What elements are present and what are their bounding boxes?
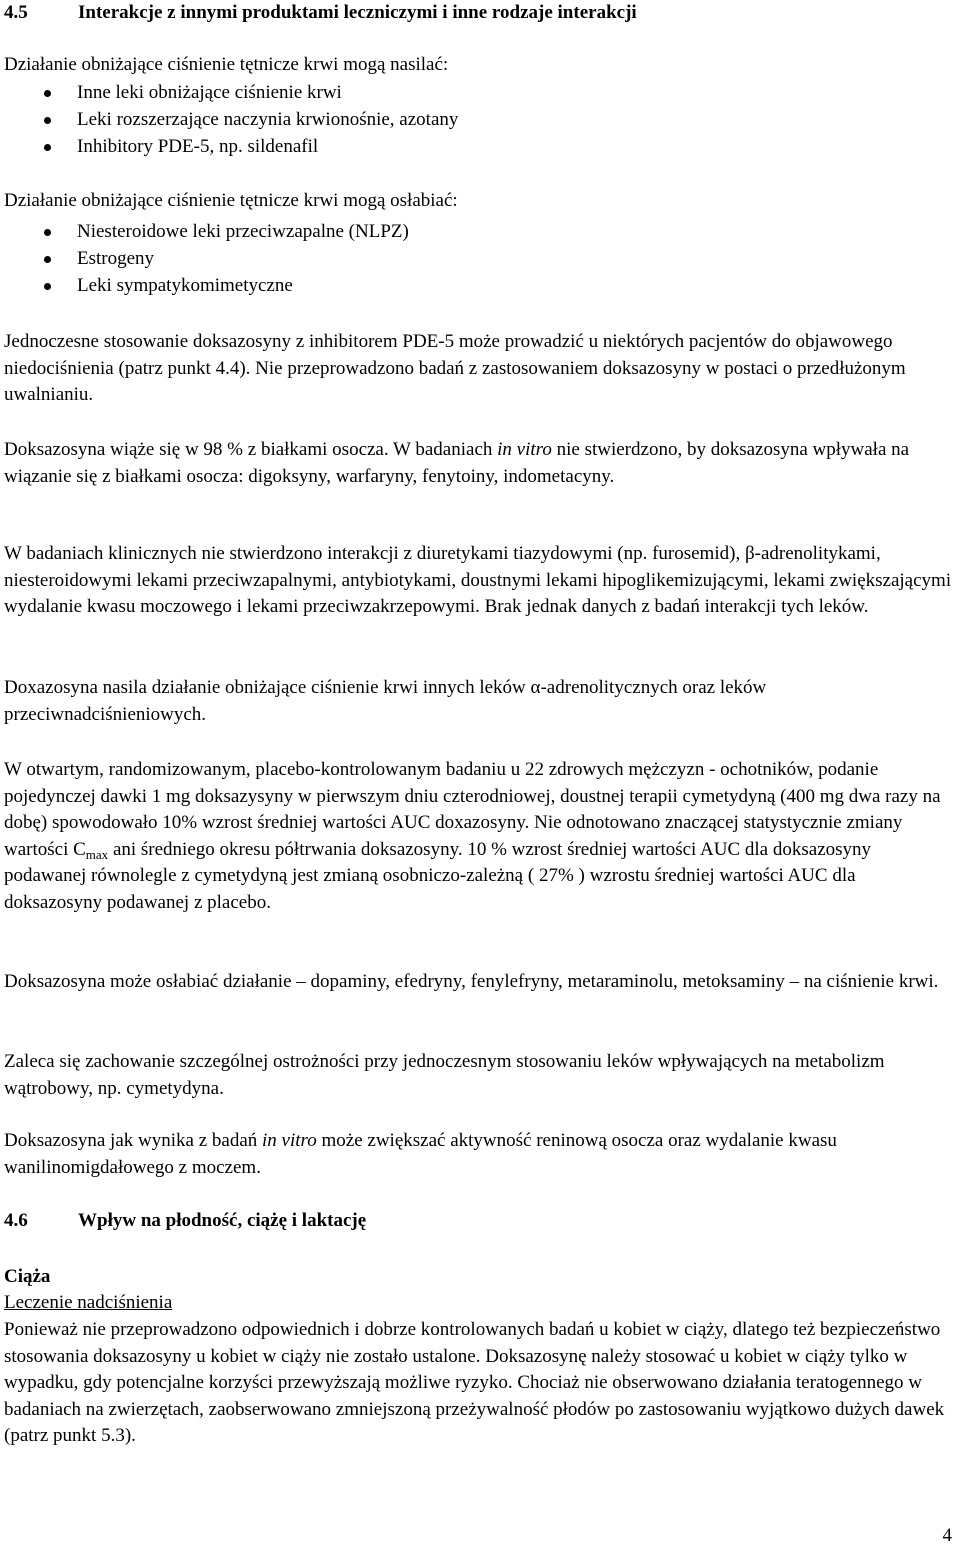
paragraph-clinical: W badaniach klinicznych nie stwierdzono interakcji z diuretykami tiazydowymi (np. furosemid), β-adrenolitykami, niesteroidowymi lekami przeciwzapalnymi, antybiotykami, doustnymi lekami hipoglikemizującymi, lekami zwiększającymi wydalanie kwasu moczowego i lekami przeciwzakrzepowymi. Brak jednak danych z badań interakcji tych leków.: [4, 543, 952, 617]
list-item: Leki sympatykomimetyczne: [4, 273, 409, 300]
bullet-icon: [44, 90, 51, 97]
list-item: Niesteroidowe leki przeciwzapalne (NLPZ): [4, 219, 409, 246]
section-heading-4-5: [4, 0, 637, 27]
subheading-pregnancy: Ciąża: [4, 1266, 51, 1287]
paragraph-renin: Doksazosyna jak wynika z badań in vitro może zwiększać aktywność reninową osocza oraz wydalanie kwasu wanilinomigdałowego z moczem.: [4, 1130, 837, 1178]
section-heading-4-6: [4, 1208, 366, 1235]
page-number: 4: [942, 1525, 952, 1546]
paragraph-alpha: Doxazosyna nasila działanie obniżające ciśnienie krwi innych leków α-adrenolitycznych oraz leków przeciwnadciśnieniowych.: [4, 677, 767, 725]
bullet-icon: [44, 117, 51, 124]
enhance-list: [4, 80, 458, 161]
intro-weaken: Działanie obniżające ciśnienie tętnicze krwi mogą osłabiać:: [4, 190, 458, 211]
list-item: Inhibitory PDE-5, np. sildenafil: [4, 134, 458, 161]
list-item: Leki rozszerzające naczynia krwionośnie, azotany: [4, 107, 458, 134]
section-title: Wpływ na płodność, ciążę i laktację: [78, 1210, 367, 1231]
paragraph-pregnancy: Ponieważ nie przeprowadzono odpowiednich i dobrze kontrolowanych badań u kobiet w ciąży, dlatego też bezpieczeństwo stosowania doksazosyny u kobiet w ciąży nie zostało ustalone. Doksazosynę należy stosować u kobiet w ciąży tylko w wypadku, gdy potencjalne korzyści przewyższają możliwe ryzyko. Chociaż nie obserwowano działania teratogennego w badaniach na zwierzętach, zaobserwowano zmniejszoną przeżywalność płodów po zastosowaniu wyjątkowo dużych dawek (patrz punkt 5.3).: [4, 1319, 945, 1446]
section-number: 4.6: [4, 1210, 28, 1231]
list-item: Inne leki obniżające ciśnienie krwi: [4, 80, 458, 107]
section-number: 4.5: [4, 2, 28, 23]
section-title: Interakcje z innymi produktami leczniczymi i inne rodzaje interakcji: [78, 2, 637, 23]
paragraph-caution: Zaleca się zachowanie szczególnej ostrożności przy jednoczesnym stosowaniu leków wpływających na metabolizm wątrobowy, np. cymetydyna.: [4, 1051, 885, 1099]
intro-enhance: Działanie obniżające ciśnienie tętnicze krwi mogą nasilać:: [4, 54, 449, 75]
bullet-icon: [44, 144, 51, 151]
underlined-heading: Leczenie nadciśnienia: [4, 1292, 173, 1313]
paragraph-cimetidine: W otwartym, randomizowanym, placebo-kontrolowanym badaniu u 22 zdrowych mężczyzn - ochotników, podanie pojedynczej dawki 1 mg doksazysyny w pierwszym dniu czterodniowej, doustnej terapii cymetydyną (400 mg dwa razy na dobę) spowodowało 10% wzrost średniej wartości AUC doxazosyny. Nie odnotowano znaczącej statystycznie zmiany wartości $C_{max}$ ani średniego okresu półtrwania doksazosyny. 10 % wzrost średniej wartości AUC dla doksazosyny podawanej równolegle z cymetydyną jest zmianą osobniczo-zależną ( 27% ) wzrostu średniej wartości AUC dla doksazosyny podawanej z placebo.: [4, 759, 941, 913]
paragraph-pde5: Jednoczesne stosowanie doksazosyny z inhibitorem PDE-5 może prowadzić u niektórych pacjentów do objawowego niedociśnienia (patrz punkt 4.4). Nie przeprowadzono badań z zastosowaniem doksazosyny w postaci o przedłużonym uwalnianiu.: [4, 331, 906, 405]
paragraph-dopamine: Doksazosyna może osłabiać działanie – dopaminy, efedryny, fenylefryny, metaraminolu, metoksaminy – na ciśnienie krwi.: [4, 971, 939, 992]
weaken-list: [4, 219, 409, 300]
list-item: Estrogeny: [4, 246, 409, 273]
bullet-icon: [44, 229, 51, 236]
bullet-icon: [44, 283, 51, 290]
bullet-icon: [44, 256, 51, 263]
paragraph-protein-binding: Doksazosyna wiąże się w 98 % z białkami osocza. W badaniach in vitro nie stwierdzono, by doksazosyna wpływała na wiązanie się z białkami osocza: digoksyny, warfaryny, fenytoiny, indometacyny.: [4, 439, 910, 487]
